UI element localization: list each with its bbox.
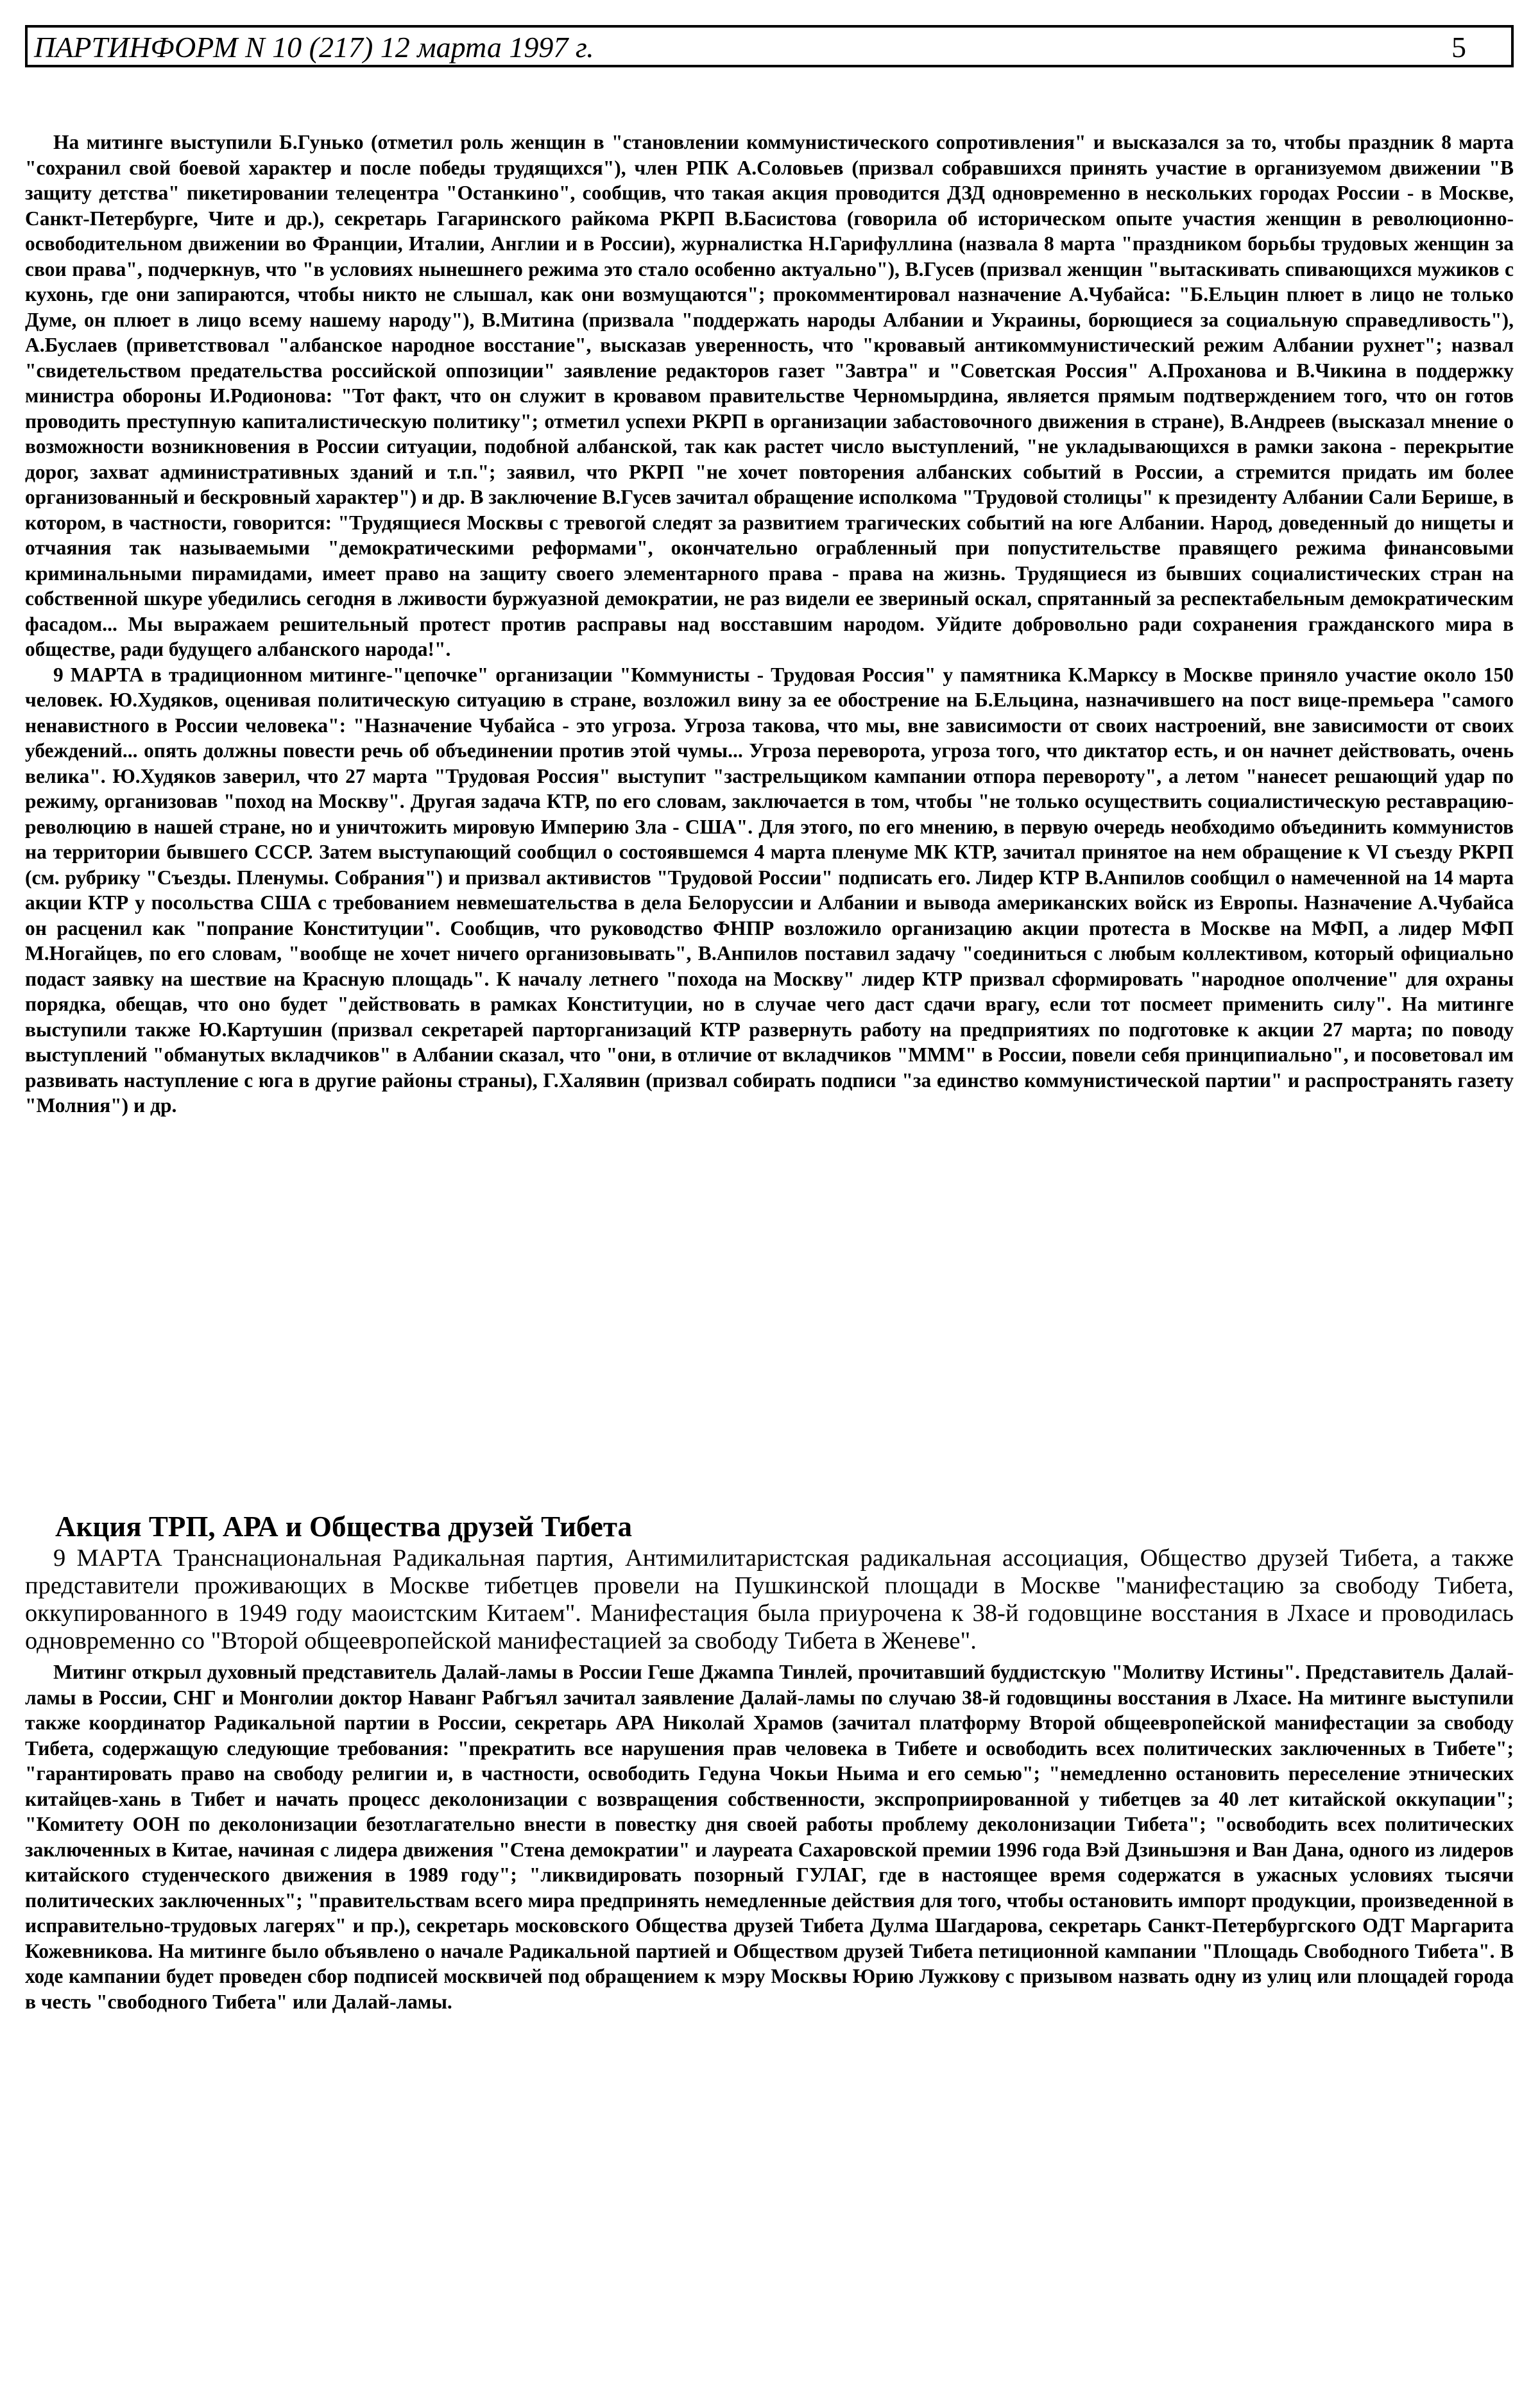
article-lead [25, 1545, 1514, 1655]
page-number: 5 [1451, 31, 1466, 64]
paragraph: Митинг открыл духовный представитель Далай-ламы в России Геше Джампа Тинлей, прочитавший буддистскую "Молитву Истины". Представитель Далай-ламы в России, СНГ и Монголии доктор Наванг Рабгъял зачитал заявление Далай-ламы по случаю 38-й годовщины восстания в Лхасе. На митинге выступили также координатор Радикальной партии в России, секретарь АРА Николай Храмов (зачитал платформу Второй общеевропейской манифестации за свободу Тибета, содержащую следующие требования: "прекратить все нарушения прав человека в Тибете и освободить всех политических заключенных в Тибете"; "гарантировать право на свободу религии и, в частности, освободить Гедуна Чокьи Ньима и его семью"; "немедленно остановить переселение этнических китайцев-хань в Тибет и начать процесс деколонизации с возвращения собственности, экспроприированной у тибетцев за 40 лет китайской оккупации"; "Комитету ООН по деколонизации безотлагательно внести в повестку дня своей работы проблему деколонизации Тибета"; "освободить всех политических заключенных в Китае, начиная с лидера движения "Стена демократии" и лауреата Сахаровской премии 1996 года Вэй Дзиньшэня и Ван Дана, одного из лидеров китайского студенческого движения в 1989 году"; "ликвидировать позорный ГУЛАГ, где в настоящее время содержатся в ужасных условиях тысячи политических заключенных"; "правительствам всего мира предпринять немедленные действия для того, чтобы остановить импорт продукции, произведенной в исправительно-трудовых лагерях" и пр.), секретарь московского Общества друзей Тибета Дулма Шагдарова, секретарь Санкт-Петербургского ОДТ Маргарита Кожевникова. На митинге было объявлено о начале Радикальной партией и Обществом друзей Тибета петиционной кампании "Площадь Свободного Тибета". В ходе кампании будет проведен сбор подписей москвичей под обращением к мэру Москвы Юрию Лужкову с призывом назвать одну из улиц или площадей города в честь "свободного Тибета" или Далай-ламы. [25, 1661, 1514, 2013]
publication-title: ПАРТИНФОРМ N 10 (217) 12 марта 1997 г. [34, 31, 594, 64]
article-rally-reports [25, 130, 1514, 1118]
article-tibet-rally [25, 1659, 1514, 2014]
page-header [25, 25, 1514, 67]
lead-paragraph: 9 МАРТА Транснациональная Радикальная партия, Антимилитаристская радикальная ассоциация, Общество друзей Тибета, а также представители проживающих в Москве тибетцев провели на Пушкинской площади в Москве "манифестацию за свободу Тибета, оккупированного в 1949 году маоистским Китаем". Манифестация была приурочена к 38-й годовщине восстания в Лхасе и проводилась одновременно со "Второй общеевропейской манифестацией за свободу Тибета в Женеве". [25, 1545, 1514, 1654]
section-heading: Акция ТРП, АРА и Общества друзей Тибета [55, 1511, 632, 1543]
paragraph: На митинге выступили Б.Гунько (отметил роль женщин в "становлении коммунистического сопротивления" и высказался за то, чтобы праздник 8 марта "сохранил свой боевой характер и после победы трудящихся"), член РПК А.Соловьев (призвал собравшихся принять участие в организуемом движении "В защиту детства" пикетировании телецентра "Останкино", сообщив, что такая акция проводится ДЗД одновременно в нескольких городах России - в Москве, Санкт-Петербурге, Чите и др.), секретарь Гагаринского райкома РКРП В.Басистова (говорила об историческом опыте участия женщин в революционно-освободительном движении во Франции, Италии, Англии и в России), журналистка Н.Гарифуллина (назвала 8 марта "праздником борьбы трудовых женщин за свои права", подчеркнув, что "в условиях нынешнего режима это стало особенно актуально"), В.Гусев (призвал женщин "вытаскивать спивающихся мужиков с кухонь, где они запираются, чтобы никто не слышал, как они возмущаются"; прокомментировал назначение А.Чубайса: "Б.Ельцин плюет в лицо не только Думе, он плюет в лицо всему нашему народу"), В.Митина (призвала "поддержать народы Албании и Украины, борющиеся за социальную справедливость"), А.Буслаев (приветствовал "албанское народное восстание", высказав уверенность, что "кровавый антикоммунистический режим Албании рухнет"; назвал "свидетельством предательства российской оппозиции" заявление редакторов газет "Завтра" и "Советская Россия" А.Проханова и В.Чикина в поддержку министра обороны И.Родионова: "Тот факт, что он служит в кровавом правительстве Черномырдина, является прямым подтверждением того, что он готов проводить преступную капиталистическую политику"; отметил успехи РКРП в организации забастовочного движения в стране), В.Андреев (высказал мнение о возможности возникновения в России ситуации, подобной албанской, так как растет число выступлений, "не укладывающихся в рамки закона - перекрытие дорог, захват административных зданий и т.п."; заявил, что РКРП "не хочет повторения албанских событий в России, а стремится придать им более организованный и бескровный характер") и др. В заключение В.Гусев зачитал обращение исполкома "Трудовой столицы" к президенту Албании Сали Берише, в котором, в частности, говорится: "Трудящиеся Москвы с тревогой следят за развитием трагических событий на юге Албании. Народ, доведенный до нищеты и отчаяния так называемыми "демократическими реформами", окончательно ограбленный при попустительстве правящего режима финансовыми криминальными пирамидами, имеет право на защиту своего элементарного права - права на жизнь. Трудящиеся из бывших социалистических стран на собственной шкуре убедились сегодня в лживости буржуазной демократии, не раз видели ее звериный оскал, спрятанный за респектабельным демократическим фасадом... Мы выражаем решительный протест против расправы над восставшим народом. Уйдите добровольно ради сохранения гражданского мира в обществе, ради будущего албанского народа!". [25, 131, 1514, 660]
paragraph: 9 МАРТА в традиционном митинге-"цепочке" организации "Коммунисты - Трудовая Россия" у памятника К.Марксу в Москве приняло участие около 150 человек. Ю.Худяков, оценивая политическую ситуацию в стране, возложил вину за ее обострение на Б.Ельцина, назначившего на пост вице-премьера "самого ненавистного в России человека": "Назначение Чубайса - это угроза. Угроза такова, что мы, вне зависимости от своих настроений, вне зависимости от своих убеждений... опять должны повести речь об объединении против этой чумы... Угроза переворота, угроза того, что диктатор есть, и он начнет действовать, очень велика". Ю.Худяков заверил, что 27 марта "Трудовая Россия" выступит "застрельщиком кампании отпора перевороту", а летом "нанесет решающий удар по режиму, организовав "поход на Москву". Другая задача КТР, по его словам, заключается в том, чтобы "не только осуществить социалистическую реставрацию-революцию в нашей стране, но и уничтожить мировую Империю Зла - США". Для этого, по его мнению, в первую очередь необходимо объединить коммунистов на территории бывшего СССР. Затем выступающий сообщил о состоявшемся 4 марта пленуме МК КТР, зачитал принятое на нем обращение к VI съезду РКРП (см. рубрику "Съезды. Пленумы. Собрания") и призвал активистов "Трудовой России" подписать его. Лидер КТР В.Анпилов сообщил о намеченной на 14 марта акции КТР у посольства США с требованием невмешательства в дела Белоруссии и Албании и вывода американских войск из Европы. Назначение А.Чубайса он расценил как "попрание Конституции". Сообщив, что руководство ФНПР возложило организацию акции протеста в Москве на МФП, а лидер МФП М.Ногайцев, по его словам, "вообще не хочет ничего организовывать", В.Анпилов поставил задачу "соединиться с любым коллективом, который официально подаст заявку на шествие на Красную площадь". К началу летнего "похода на Москву" лидер КТР призвал сформировать "народное ополчение" для охраны порядка, обещав, что оно будет "действовать в рамках Конституции, но в случае чего даст сдачи врагу, если тот посмеет применить силу". На митинге выступили также Ю.Картушин (призвал секретарей парторганизаций КТР развернуть работу на предприятиях по подготовке к акции 27 марта; по поводу выступлений "обманутых вкладчиков" в Албании сказал, что "они, в отличие от вкладчиков "МММ" в России, повели себя принципиально", и посоветовал им развивать наступление с юга в другие районы страны), Г.Халявин (призвал собирать подписи "за единство коммунистической партии" и распространять газету "Молния") и др. [25, 663, 1514, 1117]
